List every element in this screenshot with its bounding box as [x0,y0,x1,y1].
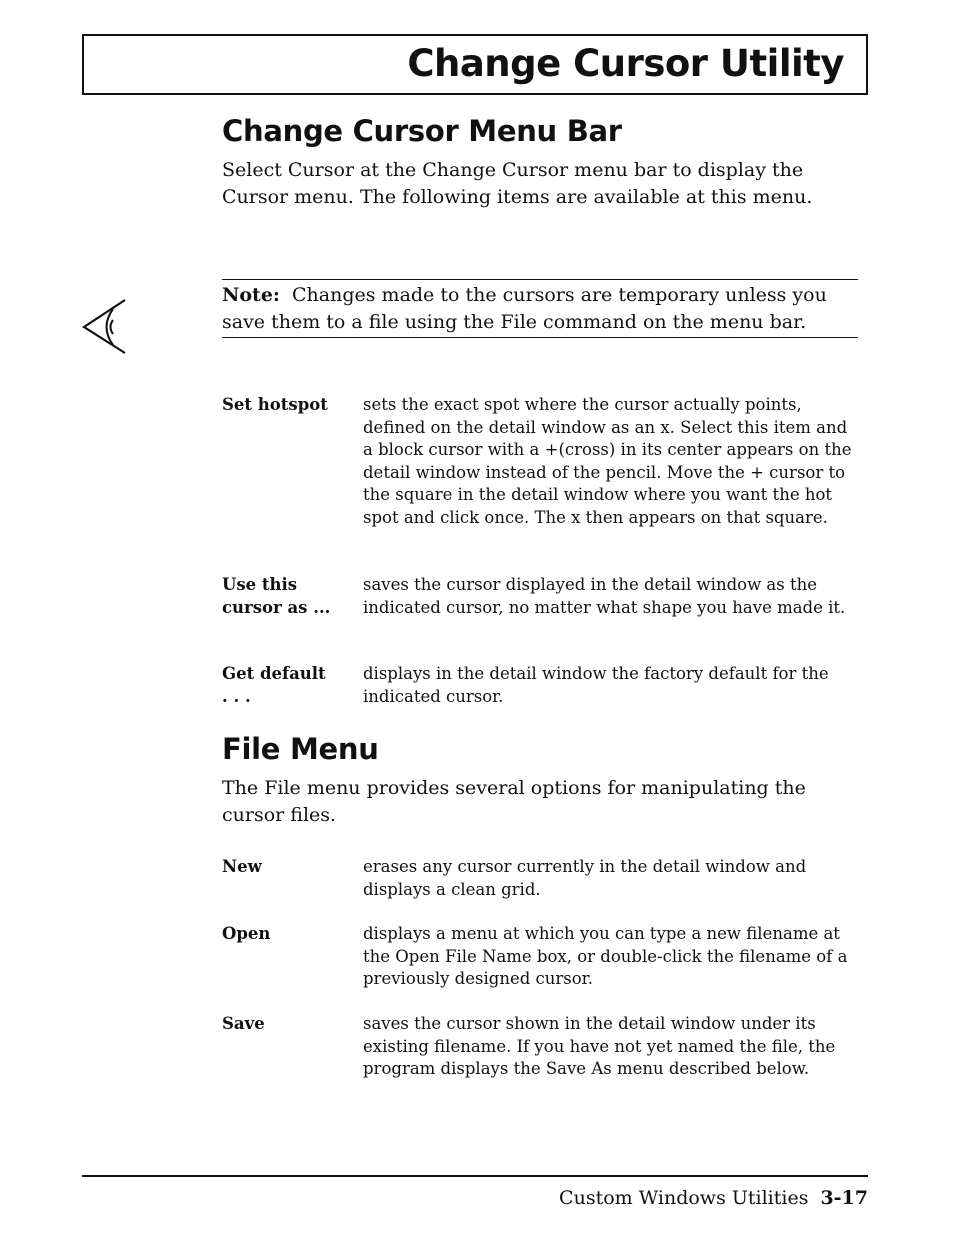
definition-description: displays in the detail window the factory default for the indicated cursor. [363,664,829,706]
definition-description: erases any cursor currently in the detail window and displays a clean grid. [363,857,807,899]
note-text: Changes made to the cursors are temporary unless you save them to a file using the File command on the menu bar. [222,284,827,333]
section-intro: The File menu provides several options for manipulating the cursor files. [222,777,806,826]
definition-term: New [222,857,262,876]
footer-rule [82,1175,868,1177]
page-number: 3-17 [820,1187,868,1209]
note-label: Note: [222,284,280,306]
definition-description: displays a menu at which you can type a new filename at the Open File Name box, or double-click the filename of a previously designed cursor. [363,924,848,988]
definition-term: Set hotspot [222,395,328,414]
section-heading: Change Cursor Menu Bar [222,114,622,148]
section-file-menu [222,732,862,829]
definition-description: saves the cursor displayed in the detail window as the indicated cursor, no matter what shape you have made it. [363,575,846,617]
page-title-box [82,34,868,95]
section-menu-bar [222,114,862,211]
note-box [222,279,858,338]
page-footer [559,1187,868,1209]
definition-term: Save [222,1014,265,1033]
definition-term: Get default . . . [222,664,326,706]
definition-term: Use this cursor as ... [222,575,331,617]
footer-section-title: Custom Windows Utilities [559,1187,809,1209]
page-title: Change Cursor Utility [407,42,844,85]
definition-description: saves the cursor shown in the detail window under its existing filename. If you have not yet named the file, the program displays the Save As menu described below. [363,1014,836,1078]
definition-description: sets the exact spot where the cursor actually points, defined on the detail window as an x. Select this item and a block cursor with a +(cross) in its center appears on the detail window instead of the pencil. Move the + cursor to the square in the detail window where you want the hot spot and click once. The x then appears on that square. [363,395,852,527]
eye-icon [80,296,130,356]
section-heading: File Menu [222,732,379,766]
definition-term: Open [222,924,271,943]
section-intro: Select Cursor at the Change Cursor menu bar to display the Cursor menu. The following items are available at this menu. [222,159,813,208]
